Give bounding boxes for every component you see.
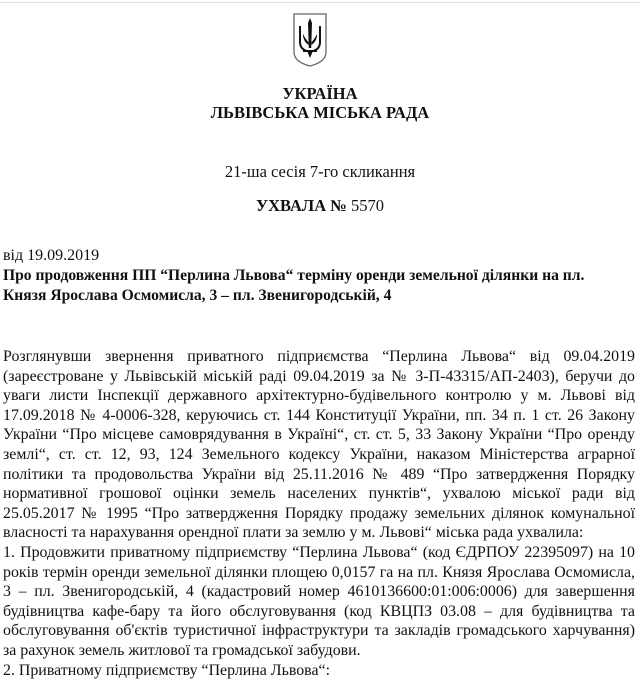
council-title: ЛЬВІВСЬКА МІСЬКА РАДА — [0, 103, 640, 123]
decision-body — [3, 347, 635, 680]
trident-coat-of-arms-icon — [292, 12, 328, 68]
top-divider — [0, 2, 640, 3]
preamble-paragraph: Розглянувши звернення приватного підприємства “Перлина Львова“ від 09.04.2019 (зареєстроване у Львівській міській раді 09.04.2019 за № З-П-43315/АП-2403), беручи до уваги листи Інспекції державного архітектурно-будівельного контролю у м. Львові від 17.09.2018 № 4-0006-328, керуючись ст. 144 Конституції України, пп. 34 п. 1 ст. 26 Закону України “Про місцеве самоврядування в Україні“, ст. ст. 5, 33 Закону України “Про оренду землі“, ст. ст. 12, 93, 124 Земельного кодексу України, наказом Міністерства аграрної політики та продовольства України від 25.11.2016 № 489 “Про затвердження Порядку нормативної грошової оцінки земель населених пунктів“, ухвалою міської ради від 25.05.2017 № 1995 “Про затвердження Порядку продажу земельних ділянок комунальної власності та нарахування орендної плати за землю у м. Львові“ міська рада ухвалила: — [3, 347, 635, 543]
country-title: УКРАЇНА — [0, 84, 640, 104]
decision-label: УХВАЛА № — [256, 196, 347, 215]
item-1-paragraph: 1. Продовжити приватному підприємству “Перлина Львова“ (код ЄДРПОУ 22395097) на 10 років термін оренди земельної ділянки площею 0,0157 га на пл. Князя Ярослава Осмомисла, 3 – пл. Звенигородській, 4 (кадастровий номер 4610136600:01:006:0006) для завершення будівництва кафе-бару та його обслуговування (код КВЦПЗ 03.08 – для будівництва та обслуговування об'єктів туристичної інфраструктури та закладів громадського харчування) за рахунок земель житлової та громадської забудови. — [3, 543, 635, 661]
session-label: 21-ша сесія 7-го скликання — [0, 162, 640, 182]
decision-subject: Про продовження ПП “Перлина Львова“ терміну оренди земельної ділянки на пл. Князя Ярослава Осмомисла, 3 – пл. Звенигородській, 4 — [3, 266, 603, 306]
item-2-paragraph: 2. Приватному підприємству “Перлина Львова“: — [3, 661, 635, 680]
decision-heading — [0, 196, 640, 216]
decision-date: від 19.09.2019 — [3, 247, 99, 265]
decision-number: 5570 — [351, 196, 384, 215]
